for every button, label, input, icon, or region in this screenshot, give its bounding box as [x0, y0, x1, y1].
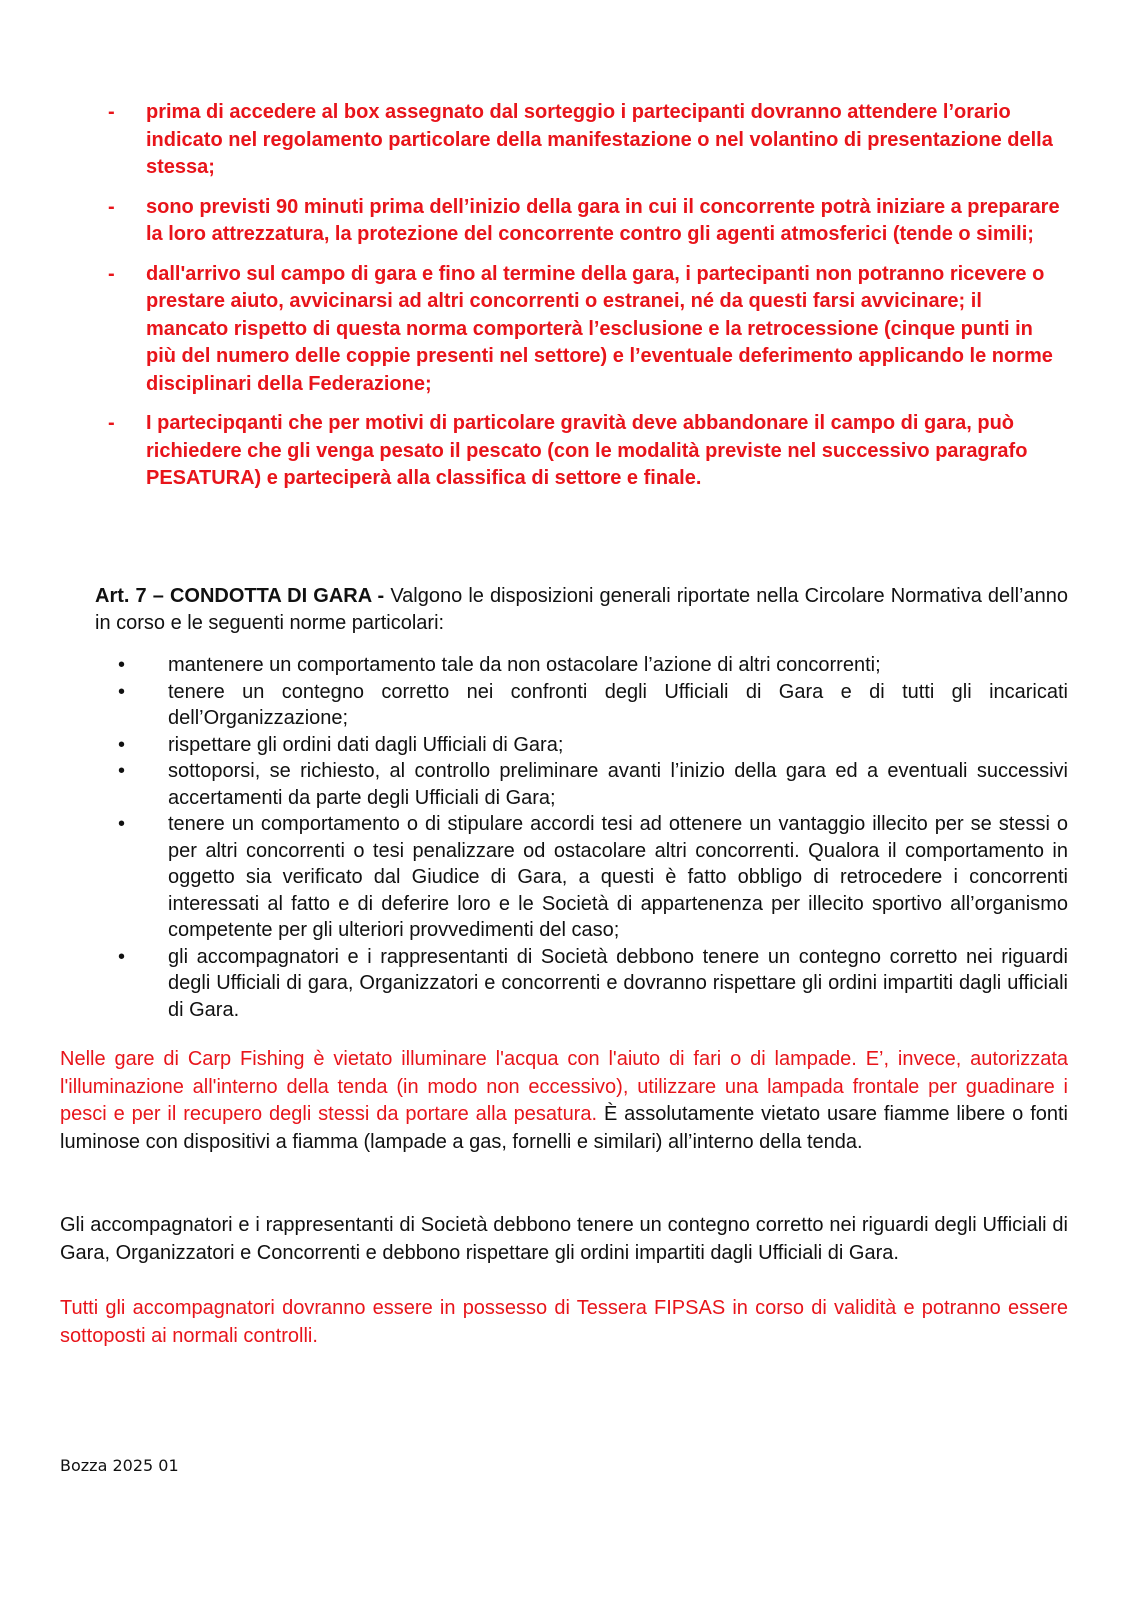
- red-rule-text: sono previsti 90 minuti prima dell’inizio della gara in cui il concorrente potrà iniziare a preparare la loro attrezzatura, la protezione del concorrente contro gli agenti atmosferici (tende o simili;: [146, 195, 1060, 245]
- dash-marker: -: [108, 195, 115, 218]
- lighting-paragraph: [60, 1046, 1068, 1156]
- red-rule-item: [108, 99, 1068, 182]
- list-item: [118, 679, 1068, 732]
- bullet-marker: •: [118, 760, 126, 782]
- red-rule-text: I partecipqanti che per motivi di particolare gravità deve abbandonare il campo di gara, può richiedere che gli venga pesato il pescato (con le modalità previste nel successivo paragrafo PESATURA) e parteciperà alla classifica di settore e finale.: [146, 412, 1028, 489]
- red-rule-item: [108, 194, 1068, 249]
- red-rules-list: [108, 99, 1068, 505]
- list-item-text: mantenere un comportamento tale da non ostacolare l’azione di altri concorrenti;: [168, 654, 881, 676]
- fipsas-card-paragraph: Tutti gli accompagnatori dovranno essere in possesso di Tessera FIPSAS in corso di validità e potranno essere sottoposti ai normali controlli.: [60, 1297, 1068, 1347]
- bullet-marker: •: [118, 813, 126, 835]
- bullet-marker: •: [118, 733, 126, 756]
- bullet-marker: •: [118, 654, 126, 676]
- list-item: [118, 944, 1068, 1024]
- article-heading: Art. 7 – CONDOTTA DI GARA -: [95, 585, 385, 607]
- bullet-marker: •: [118, 945, 126, 968]
- footer-draft-label: Bozza 2025 01: [60, 1456, 179, 1475]
- list-item-text: gli accompagnatori e i rappresentanti di Società debbono tenere un contegno corretto nei riguardi degli Ufficiali di gara, Organizzatori e concorrenti e dovranno rispettare gli ordini impartiti dagli ufficiali di Gara.: [168, 945, 1068, 1021]
- dash-marker: -: [108, 412, 115, 434]
- list-item-text: tenere un comportamento o di stipulare accordi tesi ad ottenere un vantaggio illecito per se stessi o per altri concorrenti o tesi penalizzare od ostacolare altri concorrenti. Qualora il comportamento in oggetto sia verificato dal Giudice di Gara, a questi è fatto obbligo di retrocedere i concorrenti interessati al fatto e di deferire loro e le Società di appartenenza per illecito sportivo all’organismo competente per gli ulteriori provvedimenti del caso;: [168, 813, 1068, 941]
- list-item-text: sottoporsi, se richiesto, al controllo preliminare avanti l’inizio della gara ed a eventuali successivi accertamenti da parte degli Ufficiali di Gara;: [168, 760, 1068, 809]
- list-item-text: tenere un contegno corretto nei confronti degli Ufficiali di Gara e di tutti gli incaricati dell’Organizzazione;: [168, 680, 1068, 729]
- red-rule-text: prima di accedere al box assegnato dal sorteggio i partecipanti dovranno attendere l’orario indicato nel regolamento particolare della manifestazione o nel volantino di presentazione della stessa;: [146, 101, 1053, 178]
- list-item: [118, 758, 1068, 811]
- dash-marker: -: [108, 262, 115, 285]
- dash-marker: -: [108, 101, 115, 123]
- article-intro: Valgono le disposizioni generali riportate nella Circolare Normativa dell’anno in corso e le seguenti norme particolari:: [95, 585, 1068, 634]
- companions-paragraph: Gli accompagnatori e i rappresentanti di Società debbono tenere un contegno corretto nei riguardi degli Ufficiali di Gara, Organizzatori e Concorrenti e debbono rispettare gli ordini impartiti dagli Ufficiali di Gara.: [60, 1214, 1068, 1264]
- article-7: [95, 583, 1068, 637]
- bullet-marker: •: [118, 680, 126, 703]
- list-item: [118, 652, 1068, 679]
- lighting-rule-red: Nelle gare di Carp Fishing è vietato illuminare l'acqua con l'aiuto di fari o di lampade. E’, invece, autorizzata l'illuminazione all'interno della tenda (in modo non eccessivo), utilizzare una lampada frontale per guadinare i pesci e per il recupero degli stessi da portare alla pesatura.: [60, 1048, 1068, 1125]
- list-item: [118, 732, 1068, 759]
- conduct-rules-list: [118, 652, 1068, 1023]
- lighting-rule-black: È assolutamente vietato usare fiamme libere o fonti luminose con dispositivi a fiamma (lampade a gas, fornelli e similari) all’interno della tenda.: [60, 1103, 1068, 1153]
- list-item: [118, 811, 1068, 944]
- list-item-text: rispettare gli ordini dati dagli Ufficiali di Gara;: [168, 733, 564, 756]
- red-rule-item: [108, 261, 1068, 399]
- red-rule-item: [108, 410, 1068, 493]
- red-rule-text: dall'arrivo sul campo di gara e fino al termine della gara, i partecipanti non potranno ricevere o prestare aiuto, avvicinarsi ad altri concorrenti o estranei, né da questi farsi avvicinare; il mancato rispetto di questa norma comporterà l’esclusione e la retrocessione (cinque punti in più del numero delle coppie presenti nel settore) e l’eventuale deferimento applicando le norme disciplinari della Federazione;: [146, 262, 1053, 395]
